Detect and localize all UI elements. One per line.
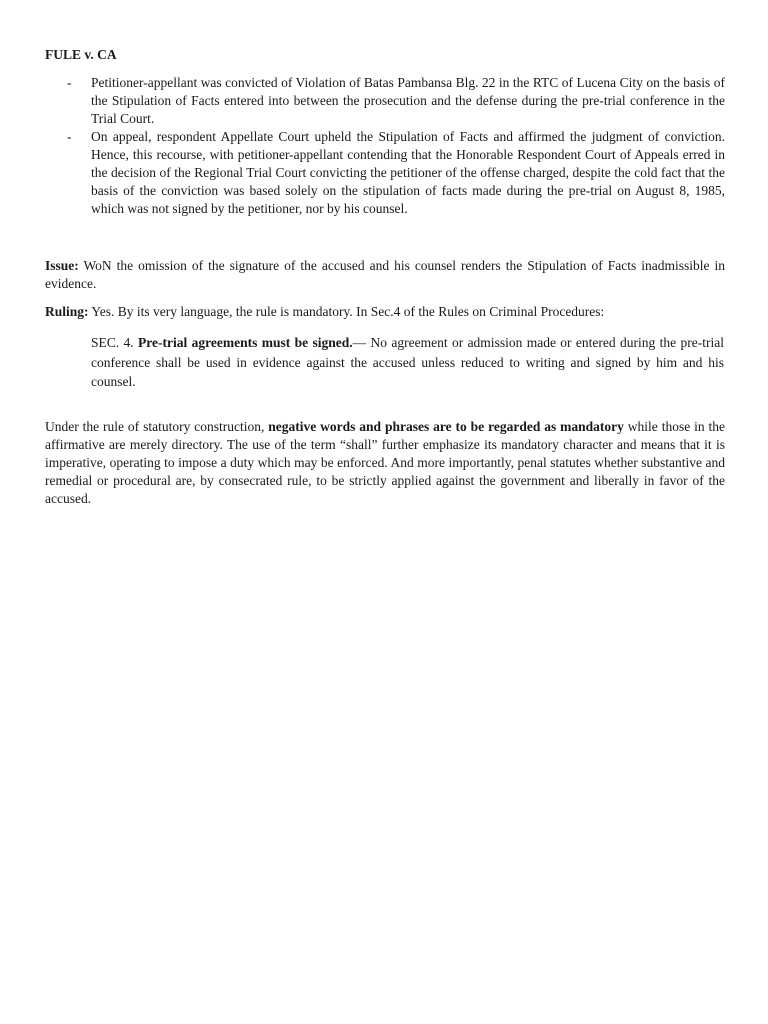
ruling-paragraph [45,303,725,321]
fact-text: Petitioner-appellant was convicted of Violation of Batas Pambansa Blg. 22 in the RTC of Lucena City on the basis of the Stipulation of Facts entered into between the prosecution and the defense during the pre-trial conference in the Trial Court. [91,75,725,126]
quote-section-number: SEC. 4. [91,335,139,350]
issue-text: WoN the omission of the signature of the accused and his counsel renders the Stipulation of Facts inadmissible in evidence. [45,258,725,291]
bullet-dash: - [67,75,72,90]
issue-paragraph [45,257,725,293]
quoted-rule [91,333,724,392]
construction-paragraph [45,418,725,508]
fact-text: On appeal, respondent Appellate Court upheld the Stipulation of Facts and affirmed the judgment of conviction. Hence, this recourse, with petitioner-appellant contending that the Honorable Respondent Court of Appeals erred in the decision of the Regional Trial Court convicting the petitioner of the offense charged, despite the cold fact that the basis of the conviction was based solely on the stipulation of facts made during the pre-trial on August 8, 1985, which was not signed by the petitioner, nor by his counsel. [91,129,725,216]
list-item [45,128,725,218]
quote-text: — No agreement or admission made or entered during the pre-trial conference shall be used in evidence against the accused unless reduced to writing and signed by him and his counsel. [91,335,724,389]
para-text-after: while those in the affirmative are merely directory. The use of the term “shall” further emphasize its mandatory character and means that it is imperative, operating to impose a duty which may be enforced. And more importantly, penal statutes whether substantive and remedial or procedural are, by consecrated rule, to be strictly applied against the government and liberally in favor of the accused. [45,419,725,506]
facts-list [45,74,725,218]
para-text-before: Under the rule of statutory construction, [45,419,269,434]
ruling-label: Ruling: [45,304,89,319]
case-title: FULE v. CA [45,47,117,62]
issue-label: Issue: [45,258,79,273]
list-item [45,74,725,128]
bullet-dash: - [67,129,72,144]
para-bold-phrase: negative words and phrases are to be regarded as mandatory [268,419,624,434]
quote-heading: Pre-trial agreements must be signed. [138,335,353,350]
ruling-text: Yes. By its very language, the rule is mandatory. In Sec.4 of the Rules on Criminal Procedures: [88,304,605,319]
